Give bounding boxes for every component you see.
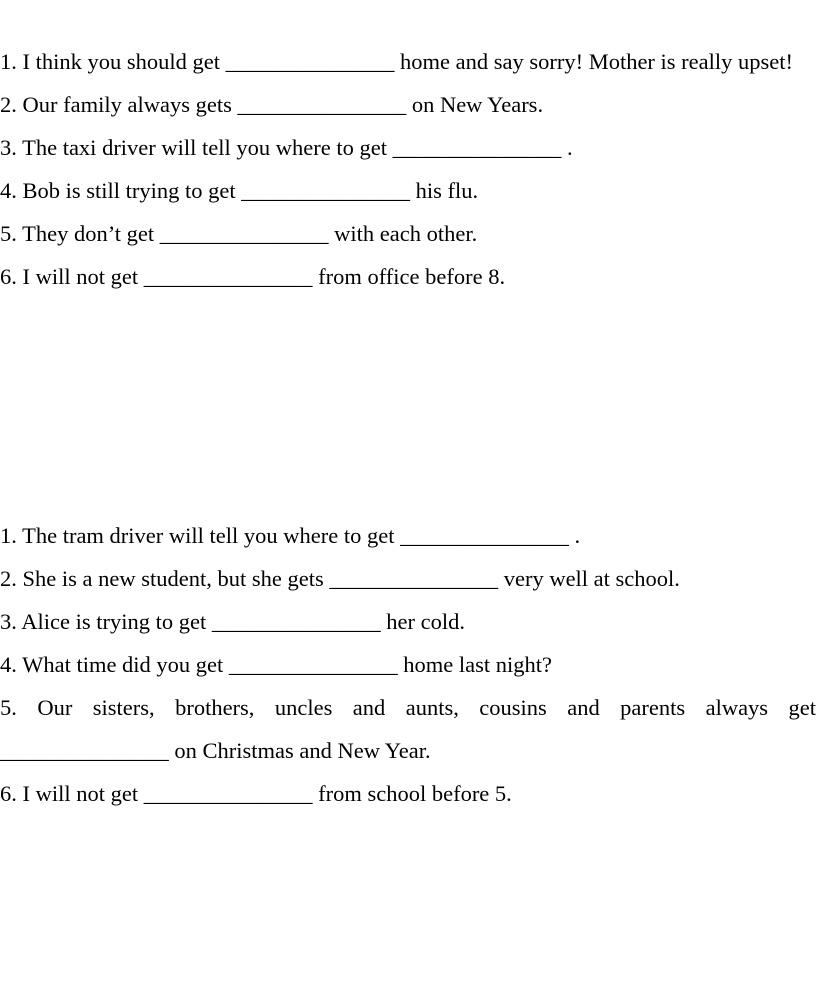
exercise-a-item-6: 6. I will not get _______________ from office before 8.: [0, 264, 506, 289]
exercise-a-item-3: 3. The taxi driver will tell you where to get _______________ .: [0, 135, 573, 160]
exercise-b-item-3: 3. Alice is trying to get _______________ her cold.: [0, 609, 465, 634]
exercise-a-item-2: 2. Our family always gets _______________ on New Years.: [0, 92, 544, 117]
exercise-b: [0, 514, 816, 815]
exercise-a-item-4: 4. Bob is still trying to get _______________ his flu.: [0, 178, 479, 203]
exercise-a-item-5: 5. They don’t get _______________ with each other.: [0, 221, 478, 246]
exercise-b-item-6: 6. I will not get _______________ from school before 5.: [0, 781, 512, 806]
exercise-a: [0, 40, 816, 298]
exercise-b-item-2: 2. She is a new student, but she gets _______________ very well at school.: [0, 566, 680, 591]
exercise-b-item-1: 1. The tram driver will tell you where to get _______________ .: [0, 523, 581, 548]
exercise-b-item-5: 5. Our sisters, brothers, uncles and aunts, cousins and parents always get _______________ on Christmas and New Year.: [0, 695, 816, 763]
exercise-a-item-1: 1. I think you should get _______________ home and say sorry! Mother is really upset!: [0, 49, 794, 74]
exercise-b-item-4: 4. What time did you get _______________ home last night?: [0, 652, 553, 677]
